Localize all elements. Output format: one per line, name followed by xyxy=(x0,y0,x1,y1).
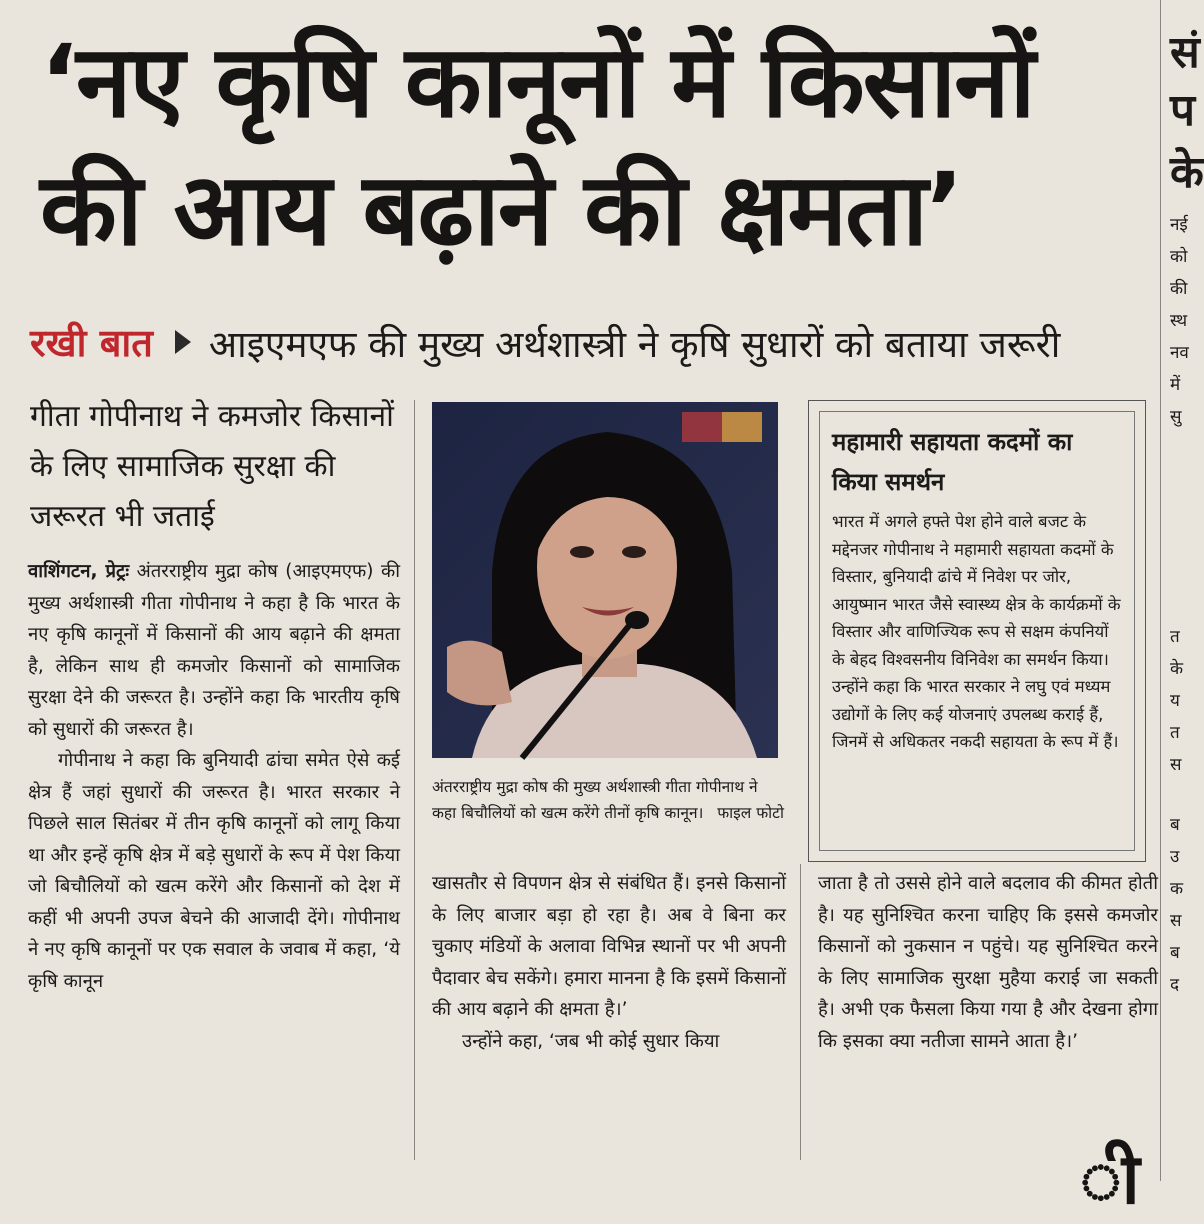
fragment-text: द xyxy=(1170,975,1180,995)
fragment-text: सं xyxy=(1170,27,1200,78)
fragment-text: य xyxy=(1170,691,1180,711)
portrait-illustration xyxy=(432,402,778,758)
article-paragraph-2: गोपीनाथ ने कहा कि बुनियादी ढांचा समेत ऐसे कई क्षेत्र हैं जहां सुधारों की जरूरत है। भारत सरकार ने पिछले साल सितंबर में तीन कृषि कानूनों को लागू किया था और इन्हें कृषि क्षेत्र में बड़े सुधारों के रूप में पेश किया जो बिचौलियों को खत्म करेंगे और किसानों को देश में कहीं भी अपनी उपज बेचने की आजादी देंगे। गोपीनाथ ने नए कृषि कानूनों पर एक सवाल के जवाब में कहा, ‘ये कृषि कानून xyxy=(28,750,400,992)
fragment-text: क xyxy=(1170,879,1184,899)
adjacent-article-fragment xyxy=(1160,0,1204,1181)
sidebar-title: महामारी सहायता कदमों का किया समर्थन xyxy=(832,428,1073,496)
fragment-text: नव xyxy=(1170,343,1189,363)
fragment-text: की xyxy=(1170,279,1188,299)
column-divider xyxy=(414,400,415,1160)
photo-caption-text: अंतरराष्ट्रीय मुद्रा कोष की मुख्य अर्थशास्त्री गीता गोपीनाथ ने कहा बिचौलियों को खत्म करेंगे तीनों कृषि कानून। xyxy=(432,778,758,822)
sidebar-body: भारत में अगले हफ्ते पेश होने वाले बजट के मद्देनजर गोपीनाथ ने महामारी सहायता कदमों के विस्तार, बुनियादी ढांचे में निवेश पर जोर, आयुष्मान भारत जैसे स्वास्थ्य क्षेत्र के कार्यक्रमों के विस्तार और वाणिज्यिक रूप से सक्षम कंपनियों के बेहद विश्वसनीय विनिवेश का समर्थन किया। उन्होंने कहा कि भारत सरकार ने लघु एवं मध्यम उद्योगों के लिए कई योजनाएं उपलब्ध कराई हैं, जिनमें से अधिकतर नकदी सहायता के रूप में हैं। xyxy=(832,512,1121,751)
fragment-text: त xyxy=(1170,627,1180,647)
kicker-row xyxy=(30,312,1150,372)
article-paragraph-4: उन्होंने कहा, ‘जब भी कोई सुधार किया xyxy=(462,1030,720,1052)
article-column-1 xyxy=(28,556,400,997)
fragment-text: को xyxy=(1170,247,1188,267)
article-column-3 xyxy=(818,868,1158,1057)
fragment-text: स्थ xyxy=(1170,311,1188,331)
article-paragraph-5: जाता है तो उससे होने वाले बदलाव की कीमत होती है। यह सुनिश्चित करना चाहिए कि इससे कमजोर किसानों को नुकसान न पहुंचे। यह सुनिश्चित करने के लिए सामाजिक सुरक्षा मुहैया कराई जा सकती है। अभी एक फैसला किया गया है और देखना होगा कि इसका क्या नतीजा सामने आता है।’ xyxy=(818,873,1158,1052)
fragment-text: ब xyxy=(1170,943,1180,963)
column-divider xyxy=(800,864,801,1160)
fragment-text: ब xyxy=(1170,815,1180,835)
headline-line-1: ‘नए कृषि कानूनों में किसानों xyxy=(40,23,1034,140)
bottom-headline-fragment: ी xyxy=(1080,1138,1140,1220)
kicker-label: रखी बात xyxy=(30,321,153,365)
fragment-text: प xyxy=(1170,85,1195,136)
subheadline: गीता गोपीनाथ ने कमजोर किसानों के लिए सामाजिक सुरक्षा की जरूरत भी जताई xyxy=(30,399,394,534)
fragment-text: उ xyxy=(1170,847,1180,867)
fragment-text: में xyxy=(1170,375,1181,395)
photo-caption xyxy=(432,774,784,826)
kicker-text: आइएमएफ की मुख्य अर्थशास्त्री ने कृषि सुधारों को बताया जरूरी xyxy=(208,322,1061,366)
fragment-text: स xyxy=(1170,755,1182,775)
article-column-2 xyxy=(432,868,786,1057)
article-paragraph-3: खासतौर से विपणन क्षेत्र से संबंधित हैं। इनसे किसानों के लिए बाजार बड़ा हो रहा है। अब वे बिना कर चुकाए मंडियों के अलावा विभिन्न स्थानों पर भी अपनी पैदावार बेच सकेंगे। हमारा मानना है कि इसमें किसानों की आय बढ़ाने की क्षमता है।’ xyxy=(432,873,786,1020)
fragment-text: त xyxy=(1170,723,1180,743)
article-photo xyxy=(432,402,778,758)
headline-line-2: की आय बढ़ाने की क्षमता’ xyxy=(40,151,963,268)
sidebar-box xyxy=(808,400,1146,862)
photo-credit: फाइल फोटो xyxy=(717,804,784,822)
dateline: वाशिंगटन, प्रेट्रः xyxy=(28,561,130,582)
fragment-text: के xyxy=(1170,147,1204,198)
fragment-text: के xyxy=(1170,659,1184,679)
fragment-text: सु xyxy=(1170,407,1182,427)
play-arrow-icon xyxy=(175,330,191,354)
fragment-text: स xyxy=(1170,911,1182,931)
fragment-text: नई xyxy=(1170,215,1188,235)
article-paragraph-1-text: अंतरराष्ट्रीय मुद्रा कोष (आइएमएफ) की मुख्य अर्थशास्त्री गीता गोपीनाथ ने कहा है कि भारत के नए कृषि कानूनों में किसानों की आय बढ़ाने की क्षमता है, लेकिन साथ ही कमजोर किसानों को सामाजिक सुरक्षा देने की जरूरत है। उन्होंने कहा कि भारतीय कृषि को सुधारों की जरूरत है। xyxy=(28,561,400,740)
headline xyxy=(40,18,1150,274)
sidebar-box-inner xyxy=(819,411,1135,851)
article-paragraph-1 xyxy=(28,556,400,745)
